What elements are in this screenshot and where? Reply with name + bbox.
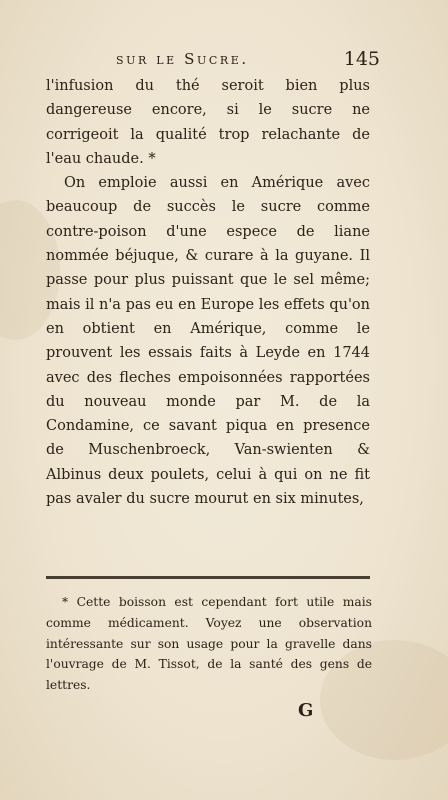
footnote-text: * Cette boisson est cependant fort utile mais comme médicament. Voyez une observation intéressante sur son usage pour la gravelle dans l'ouvrage de M. Tissot, de la santé des gens de lettres.: [46, 595, 372, 693]
body-text: [46, 74, 370, 511]
paragraph-sugar-antidote: On emploie aussi en Amérique avec beaucoup de succès le sucre comme contre-poison d'une espece de liane nommée béjuque, & curare à la guyane. Il passe pour plus puissant que le sel même; mais il n'a pas eu en Europe les effets qu'on en obtient en Amérique, comme le prouvent les essais faits à Leyde en 1744 avec des fleches empoisonnées rapportées du nouveau monde par M. de la Condamine, ce savant piqua en presence de Muschenbroeck, Van-swienten & Albinus deux poulets, celui à qui on ne fit pas avaler du sucre mourut en six minutes,: [46, 175, 370, 508]
paragraph-continuation: l'infusion du thé seroit bien plus dangereuse encore, si le sucre ne corrigeoit la qualité trop relachante de l'eau chaude. *: [46, 78, 370, 167]
footnote-rule: [46, 576, 370, 579]
signature-mark: G: [298, 700, 314, 721]
page-number: 145: [343, 48, 380, 70]
footnote: [46, 592, 372, 696]
running-head: sur le Sucre.: [116, 50, 249, 68]
page-header: [116, 50, 380, 76]
